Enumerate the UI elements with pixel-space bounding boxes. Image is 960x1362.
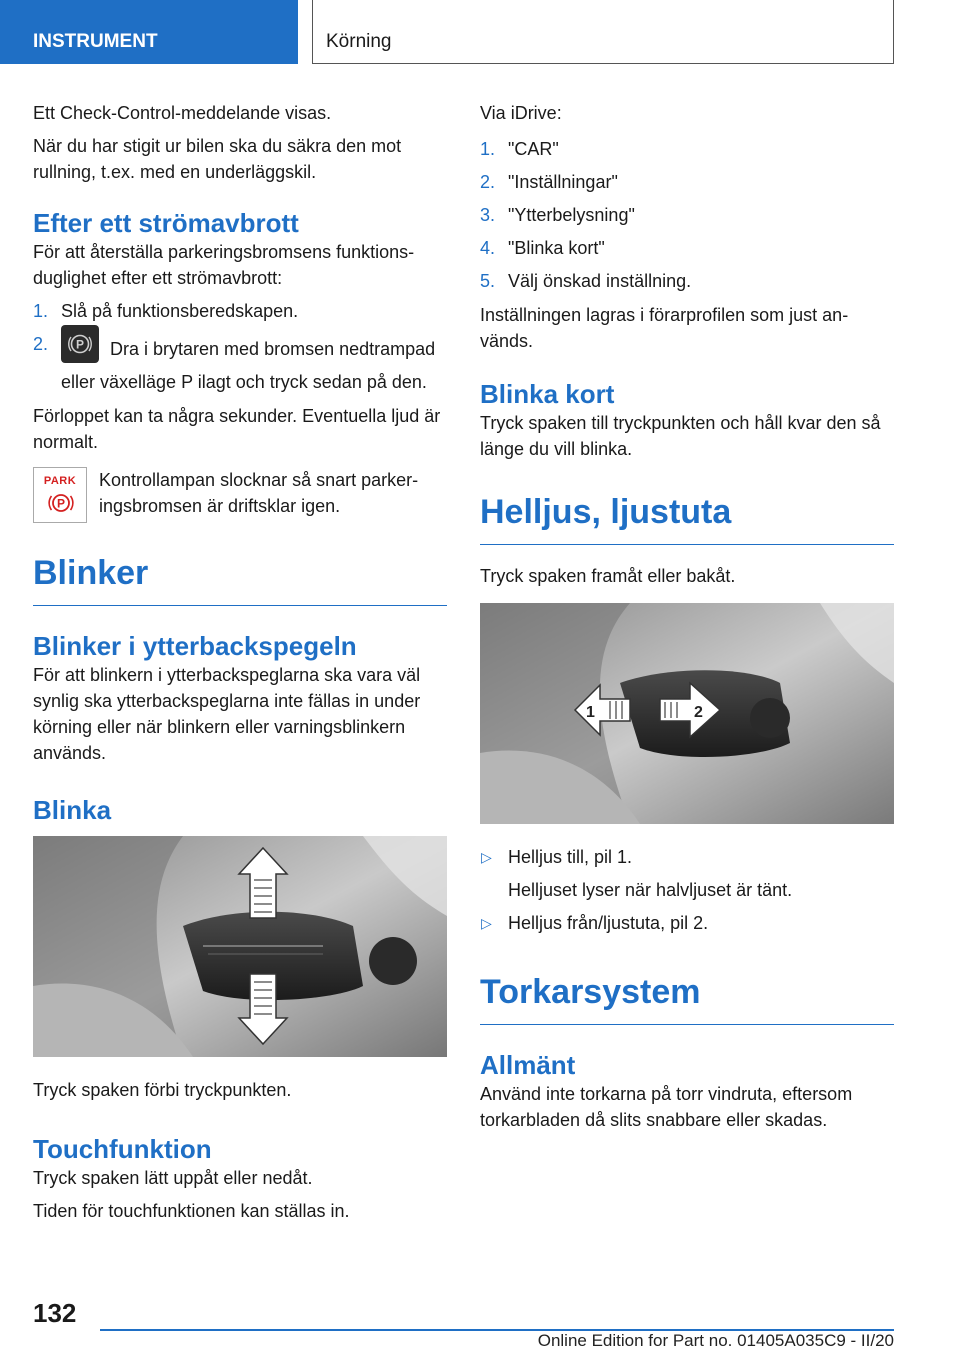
heading-blinker: Blinker <box>33 553 447 606</box>
step-number: 4. <box>480 238 496 258</box>
step-number: 1. <box>480 139 496 159</box>
step-number: 5. <box>480 271 496 291</box>
heading-short-blink: Blinka kort <box>480 379 615 409</box>
right-column <box>480 100 894 1140</box>
paragraph: Inställningen lagras i förarprofilen som just används. <box>480 305 849 351</box>
step-text: Välj önskad inställning. <box>508 271 692 291</box>
list-item <box>480 202 894 228</box>
list-item <box>33 331 447 395</box>
bullet-text: Helljus till, pil 1. <box>508 847 633 867</box>
list-item <box>480 844 894 903</box>
paragraph: Tryck spaken till tryckpunkten och håll kvar den så länge du vill blinka. <box>480 413 881 459</box>
paragraph: Använd inte torkarna på torr vindruta, eftersom torkarbladen då slits snabbare eller skadas. <box>480 1084 853 1130</box>
step-text: "CAR" <box>508 139 559 159</box>
paragraph: Ett Check-Control-meddelande visas. <box>33 103 332 123</box>
heading-general: Allmänt <box>480 1050 576 1080</box>
heading-high-beam: Helljus, ljustuta <box>480 492 894 545</box>
paragraph: Tryck spaken framåt eller bakåt. <box>480 566 736 586</box>
bullet-text: Helljus från/ljustuta, pil 2. <box>508 913 709 933</box>
list-item <box>480 169 894 195</box>
step-number: 2. <box>33 334 49 354</box>
paragraph: Via iDrive: <box>480 103 562 123</box>
high-beam-stalk-photo <box>480 603 894 824</box>
svg-text:P: P <box>56 496 66 511</box>
heading-blinka: Blinka <box>33 795 112 825</box>
step-text: Slå på funktionsberedskapen. <box>61 301 299 321</box>
chapter-title: Körning <box>312 0 894 64</box>
step-number: 2. <box>480 172 496 192</box>
parking-brake-button-icon <box>61 325 99 363</box>
page-number: 132 <box>33 1298 77 1328</box>
list-item <box>480 136 894 162</box>
section-tab: INSTRUMENT <box>0 0 298 64</box>
heading-power-failure: Efter ett strömavbrott <box>33 208 299 238</box>
bullet-subtext: Helljuset lyser när halvljuset är tänt. <box>508 880 793 900</box>
step-text: "Ytterbelysning" <box>508 205 635 225</box>
blinker-stalk-photo <box>33 836 447 1057</box>
park-indicator-note <box>33 467 447 523</box>
paragraph: Förloppet kan ta några sekunder. Eventuella ljud är normalt. <box>33 406 441 452</box>
list-item <box>480 910 894 936</box>
heading-wiper-system: Torkarsystem <box>480 972 894 1025</box>
step-number: 3. <box>480 205 496 225</box>
list-item <box>480 235 894 261</box>
heading-touch-function: Touchfunktion <box>33 1134 212 1164</box>
paragraph: För att blinkern i ytterbackspeglarna ska vara väl synlig ska ytterbackspeglarna inte fällas in under körning eller när blinkern eller varningsblinkern används. <box>33 665 421 763</box>
high-beam-bullets <box>480 844 894 936</box>
list-item <box>480 268 894 294</box>
triangle-bullet-icon: ▷ <box>481 915 492 931</box>
list-item <box>33 298 447 324</box>
paragraph: För att återställa parkeringsbromsens funktionsduglighet efter ett strömavbrott: <box>33 242 415 288</box>
edition-note: Online Edition for Part no. 01405A035C9 - II/20 <box>537 1331 894 1350</box>
paragraph: Tryck spaken lätt uppåt eller nedåt. <box>33 1168 313 1188</box>
idrive-steps <box>480 136 894 294</box>
arrow-1-label: 1 <box>586 704 595 721</box>
paragraph: När du har stigit ur bilen ska du säkra den mot rullning, t.ex. med en underläggskil. <box>33 136 402 182</box>
photo-caption: Tryck spaken förbi tryckpunkten. <box>33 1080 292 1100</box>
step-text: "Inställningar" <box>508 172 618 192</box>
note-text: Kontrollampan slocknar så snart parkeringsbromsen är driftsklar igen. <box>99 470 419 516</box>
paragraph: Tiden för touchfunktionen kan ställas in. <box>33 1201 350 1221</box>
step-text: Dra i brytaren med bromsen nedtrampad eller växelläge P ilagt och tryck sedan på den. <box>61 338 436 392</box>
triangle-bullet-icon: ▷ <box>481 849 492 865</box>
power-steps <box>33 298 447 395</box>
step-number: 1. <box>33 301 49 321</box>
arrow-2-label: 2 <box>694 704 703 721</box>
left-column <box>33 100 447 1231</box>
heading-mirror-blinker: Blinker i ytterbackspegeln <box>33 631 357 661</box>
park-warning-icon: PARK P <box>33 467 87 523</box>
svg-text:P: P <box>75 337 85 352</box>
step-text: "Blinka kort" <box>508 238 605 258</box>
